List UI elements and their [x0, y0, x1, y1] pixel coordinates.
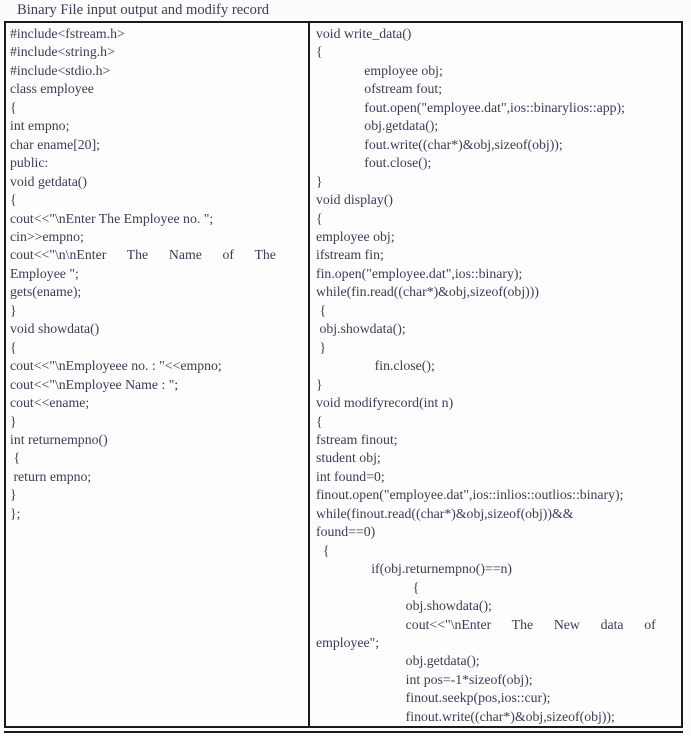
code-line: {: [316, 210, 323, 226]
code-line: void display(): [316, 192, 394, 208]
next-table-row-border: [4, 731, 683, 733]
code-line: #include<string.h>: [10, 44, 115, 60]
code-line: finout.write((char*)&obj,sizeof(obj));: [316, 708, 615, 724]
code-line: public:: [10, 155, 49, 171]
code-line: {: [316, 44, 323, 60]
code-line: }: [316, 173, 323, 189]
code-line: fin.close();: [316, 358, 435, 374]
code-line: void showdata(): [10, 321, 100, 337]
code-line: employee obj;: [316, 228, 395, 244]
code-line: void getdata(): [10, 173, 88, 189]
code-line: obj.showdata();: [316, 598, 492, 614]
code-line: {: [10, 339, 17, 355]
code-line: void write_data(): [316, 26, 412, 41]
code-line: ifstream fin;: [316, 247, 384, 263]
code-line: }: [10, 413, 17, 429]
code-line: {: [316, 579, 420, 595]
code-line: };: [10, 505, 21, 521]
code-line: }: [10, 487, 17, 503]
code-line: student obj;: [316, 450, 381, 466]
code-line: finout.seekp(pos,ios::cur);: [316, 690, 551, 706]
code-line: cout<<"\nEmployee Name : ";: [10, 376, 179, 392]
code-line: #include<fstream.h>: [10, 26, 125, 41]
code-line: obj.getdata();: [316, 653, 480, 669]
code-line: return empno;: [10, 468, 92, 484]
code-line: cout<<ename;: [10, 395, 90, 411]
code-line: #include<stdio.h>: [10, 62, 111, 78]
code-line: cout<<"\nEnter The Employee no. ";: [10, 210, 214, 226]
code-line: found==0): [316, 524, 376, 540]
code-line: cout<<"\nEmployeee no. : "<<empno;: [10, 358, 222, 374]
code-line: class employee: [10, 81, 94, 97]
code-column-left: [6, 23, 310, 726]
code-line: ofstream fout;: [316, 81, 443, 97]
code-line: int pos=-1*sizeof(obj);: [316, 671, 533, 687]
code-line: char ename[20];: [10, 136, 101, 152]
code-line: int found=0;: [316, 468, 385, 484]
code-column-right: [310, 23, 681, 726]
code-line: cin>>empno;: [10, 228, 84, 244]
code-line: int empno;: [10, 118, 70, 134]
code-line: {: [10, 450, 21, 466]
code-line: gets(ename);: [10, 284, 82, 300]
code-line: int returnempno(): [10, 431, 108, 447]
code-table: [4, 21, 683, 728]
code-line: }: [316, 376, 323, 392]
code-line: {: [10, 192, 17, 208]
code-line: finout.open("employee.dat",ios::inlios::outlios::binary);: [316, 487, 624, 503]
code-line: fout.write((char*)&obj,sizeof(obj));: [316, 136, 563, 152]
code-line: fstream finout;: [316, 431, 398, 447]
code-line: {: [316, 302, 327, 318]
code-line: Employee ";: [10, 265, 79, 281]
code-line: obj.getdata();: [316, 118, 439, 134]
code-line: {: [316, 542, 330, 558]
page-title: Binary File input output and modify record: [17, 2, 270, 18]
code-line: }: [316, 339, 327, 355]
code-line: {: [316, 413, 323, 429]
code-line: employee";: [316, 634, 380, 650]
code-line: if(obj.returnempno()==n): [316, 561, 513, 577]
code-line: }: [10, 302, 17, 318]
code-line: while(fin.read((char*)&obj,sizeof(obj))): [316, 284, 539, 300]
code-line: while(finout.read((char*)&obj,sizeof(obj))&&: [316, 505, 574, 521]
code-line: employee obj;: [316, 62, 443, 78]
code-line: obj.showdata();: [316, 321, 406, 337]
code-line: fout.close();: [316, 155, 432, 171]
code-line: cout<<"\n\nEnter The Name of The: [10, 247, 276, 263]
code-line: fin.open("employee.dat",ios::binary);: [316, 265, 523, 281]
code-line: cout<<"\nEnter The New data of: [316, 616, 656, 632]
code-line: {: [10, 99, 17, 115]
code-line: fout.open("employee.dat",ios::binarylios::app);: [316, 99, 625, 115]
code-line: void modifyrecord(int n): [316, 395, 454, 411]
